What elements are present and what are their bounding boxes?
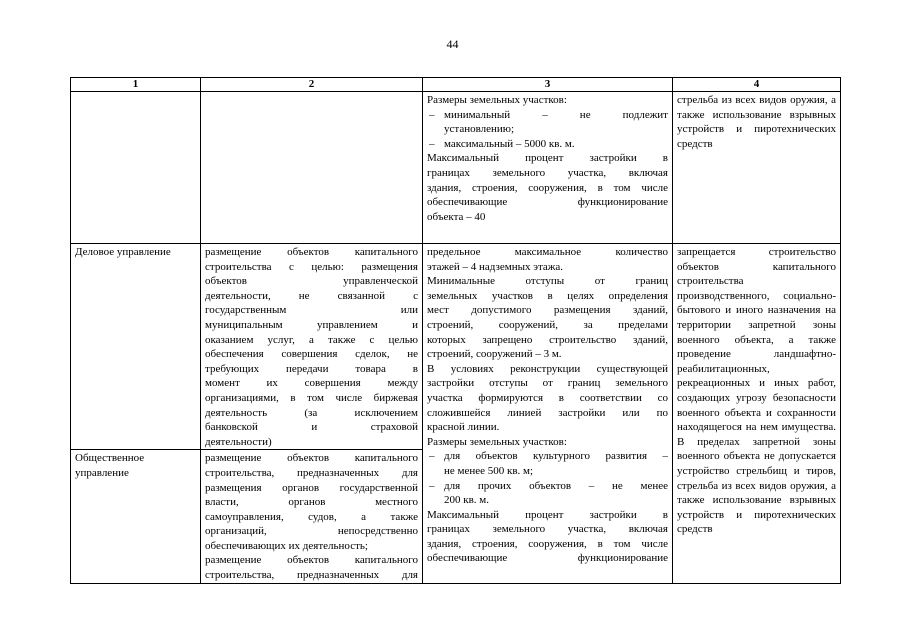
text-line: не менее 500 кв. м;: [444, 464, 534, 477]
text-line: Максимальный процент застройки в: [427, 508, 668, 521]
text-line: проведение ландшафтно-: [677, 348, 836, 361]
text-line: участка формируются в соответствии со: [427, 391, 668, 404]
bullet-item: [427, 449, 668, 478]
text-line: земельных участков в целях определения: [427, 289, 668, 302]
text-line: обеспечения совершения сделок, не: [205, 348, 418, 361]
text-line: производственного, социально-: [677, 289, 836, 302]
cell-empty: [71, 92, 201, 244]
text-line: момент их совершения между: [205, 377, 418, 390]
text-line: строительства, предназначенных для: [205, 569, 418, 582]
text-line: установлению;: [444, 123, 515, 136]
text-line: Максимальный процент застройки в: [427, 152, 668, 165]
text-line: устройств и пиротехнических: [677, 508, 836, 521]
text-line: размещение объектов капитального: [205, 246, 418, 258]
text-line: власти, органов местного: [205, 496, 418, 509]
cell-use-description: [201, 450, 423, 583]
bullet-item: [427, 137, 668, 152]
text-line: строительства, предназначенных для: [205, 466, 418, 479]
text-line: деятельность (за исключением: [205, 406, 418, 419]
text-line: стрельба из всех видов оружия, а: [677, 479, 836, 492]
text-line: границах земельного участка, включая: [427, 166, 668, 179]
column-header-4: 4: [673, 78, 841, 92]
cell-use-name: [71, 244, 201, 450]
text-line: обеспечивающих их деятельность;: [205, 539, 368, 552]
text-line: мест допустимого размещения зданий,: [427, 304, 668, 317]
text-line: требующих передачи товара в: [205, 362, 418, 375]
regulations-table: [70, 77, 841, 584]
text-line: – максимальный – 5000 кв. м.: [444, 137, 575, 150]
text-line: объекта – 40: [427, 210, 486, 223]
text-line: границах земельного участка, включая: [427, 523, 668, 536]
text-line: предельное максимальное количество: [427, 246, 668, 258]
use-name-line: Общественное: [75, 452, 145, 465]
cell-parameters: [423, 244, 673, 584]
text-line: размещение объектов капитального: [205, 554, 418, 567]
text-line: В условиях реконструкции существующей: [427, 362, 668, 375]
column-header-2: 2: [201, 78, 423, 92]
text-line: объектов управленческой: [205, 275, 418, 288]
text-line: военного объекта, а также: [677, 333, 836, 346]
text-line: реабилитационных,: [677, 362, 770, 375]
cell-use-description: [201, 244, 423, 450]
bullet-item: [427, 108, 668, 137]
bullet-item: [427, 479, 668, 508]
text-line: оказанием услуг, а также с целью: [205, 333, 418, 346]
text-line: строительства: [677, 275, 744, 288]
text-line: Размеры земельных участков:: [427, 94, 567, 106]
text-line: рекреационных и иных работ,: [677, 377, 836, 390]
text-line: застройки отступы от границ земельного: [427, 377, 668, 390]
text-line: бытового и иного назначения на: [677, 304, 836, 317]
text-line: Минимальные отступы от границ: [427, 275, 668, 288]
cell-empty: [201, 92, 423, 244]
text-line: строительства с целью: размещения: [205, 260, 418, 273]
text-line: военного объекта и сохранности: [677, 406, 836, 419]
text-line: средств: [677, 137, 713, 150]
cell-use-name: [71, 450, 201, 583]
text-line: – минимальный – не подлежит: [444, 108, 668, 121]
text-line: Размеры земельных участков:: [427, 435, 567, 448]
text-line: организациями, в том числе биржевая: [205, 391, 418, 404]
text-line: размещение объектов капитального: [205, 452, 418, 465]
text-line: сложившейся линией застройки или по: [427, 406, 668, 419]
text-line: запрещается строительство: [677, 246, 836, 258]
text-line: размещения органов государственной: [205, 481, 418, 494]
text-line: строений, сооружений – 3 м.: [427, 348, 562, 361]
text-line: организаций, непосредственно: [205, 525, 418, 538]
table-header-row: [71, 78, 841, 92]
text-line: 200 кв. м.: [444, 494, 489, 507]
text-line: также использование взрывных: [677, 494, 836, 507]
text-line: самоуправления, судов, а также: [205, 510, 418, 523]
cell-restrictions: [673, 244, 841, 584]
cell-restrictions: [673, 92, 841, 244]
text-line: деятельности): [205, 435, 272, 448]
text-line: которых запрещено строительство зданий,: [427, 333, 668, 346]
text-line: красной линии.: [427, 421, 500, 434]
use-name: Деловое управление: [75, 246, 171, 258]
text-line: здания, строения, сооружения, в том числе: [427, 181, 668, 194]
text-line: обеспечивающие функционирование: [427, 196, 668, 209]
table-row-business-management: [71, 244, 841, 450]
text-line: этажей – 4 надземных этажа.: [427, 260, 564, 273]
text-line: территории запретной зоны: [677, 318, 836, 331]
page-number: 44: [446, 37, 459, 51]
text-line: находящегося на нем имущества.: [677, 421, 836, 434]
text-line: государственным или: [205, 304, 418, 317]
text-line: здания, строения, сооружения, в том числе: [427, 537, 668, 550]
text-line: военного объекта не допускается: [677, 450, 836, 463]
text-line: также использование взрывных: [677, 108, 836, 121]
cell-parameters: [423, 92, 673, 244]
text-line: банковской и страховой: [205, 421, 418, 434]
text-line: средств: [677, 523, 713, 536]
text-line: создающих угрозу безопасности: [677, 391, 836, 404]
text-line: устройств и пиротехнических: [677, 123, 836, 136]
text-line: – для прочих объектов – не менее: [444, 479, 668, 492]
text-line: стрельба из всех видов оружия, а: [677, 94, 836, 106]
table-row-continuation: [71, 92, 841, 244]
column-header-1: 1: [71, 78, 201, 92]
text-line: строений, сооружений, за пределами: [427, 318, 668, 331]
text-line: обеспечивающие функционирование: [427, 552, 668, 565]
use-name-line: управление: [75, 466, 129, 479]
text-line: – для объектов культурного развития –: [444, 450, 668, 463]
text-line: устройство стрельбищ и тиров,: [677, 464, 836, 477]
column-header-3: 3: [423, 78, 673, 92]
text-line: деятельности, не связанной с: [205, 289, 418, 302]
text-line: объектов капитального: [677, 260, 836, 273]
text-line: муниципальным управлением и: [205, 318, 418, 331]
text-line: В пределах запретной зоны: [677, 435, 836, 448]
